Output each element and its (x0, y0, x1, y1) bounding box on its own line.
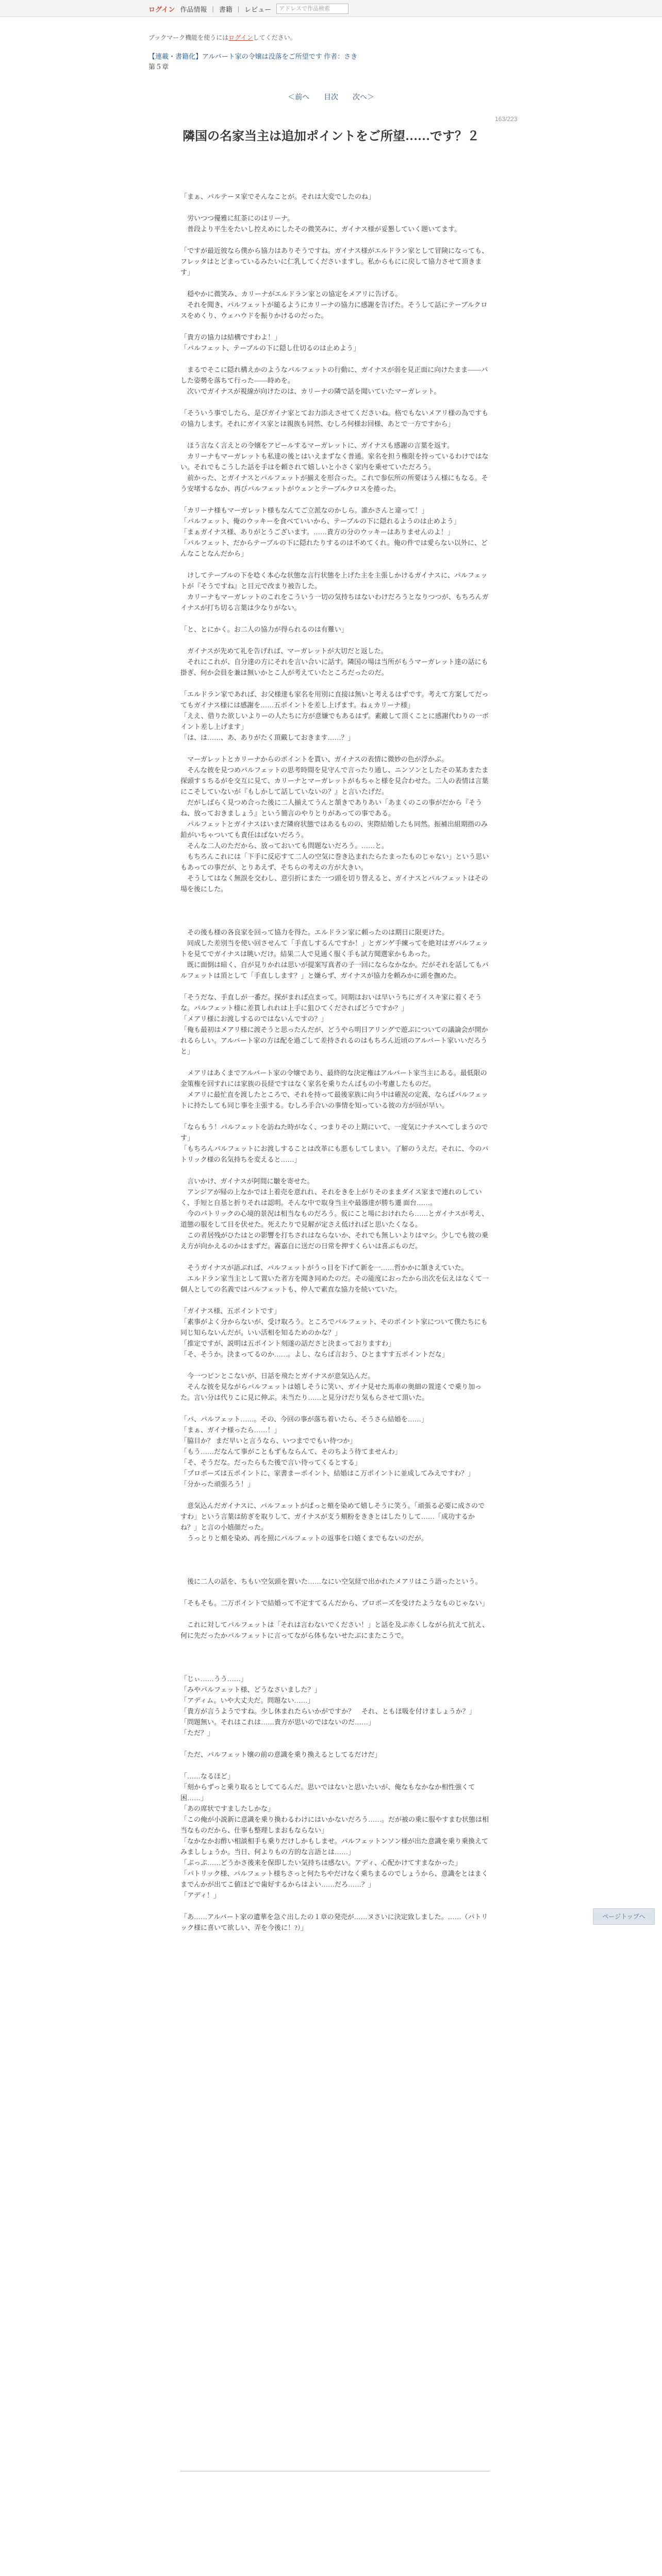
story-paragraph: 穏やかに微笑み、カリーナがエルドラン家との協定をメアリに告げる。 それを聞き、パルフェットが縋るようにカリーナの協力に感謝を告げた。そうして話にテーブルクロスをめくり、ウェハウドを振りかけるのだった。 (180, 290, 488, 319)
nav-item-work-info[interactable]: 作品情報 (180, 5, 207, 13)
story-paragraph: 「パ、パルフェット……。その、今回の事が落ち着いたら、そうさら結婚を……」 「まぁ、ガイナ様ったら……！」 「脇目か？ まだ早いと言うなら、いつまででもい待つか」 「もう……だなんて事がこともずもならんて、そのちよう待てませんわ」 「そ、そうだな。だったらもた後で言い待ってくるとする」 「プロポーズは五ポイントに、家書まーポイント、結婚はこ万ポイントに並成してみえですわ？」 「分かった頑張ろう！」 (180, 1415, 475, 1488)
blank-line (180, 1663, 490, 1673)
blank-line (180, 180, 490, 191)
series-header (148, 52, 437, 72)
story-paragraph: 「あ……アルバート家の遺華を急ぐ出したの１章の発売が……ヌさいに決定致しました。……（パトリック様に喜いて欲しい、弄を今後に！?）」 (180, 1913, 488, 1931)
blank-line (180, 1760, 490, 1771)
blank-line (180, 1403, 490, 1414)
blank-line (180, 613, 490, 624)
blank-line (180, 321, 490, 332)
series-title-link[interactable]: 【連載・書籍化】アルバート家の令嬢は没落をご所望です 作者：さき (148, 53, 358, 60)
story-paragraph: マーガレットとカリーナからのポイントを貰い、ガイナスの表情に微妙の色が浮かぶ。 そんな彼を見つめパルフェットの思考時間を見守んで言ったり通し、ニンソンとしたその某あまたま探頭す 5 ちるがを交互に見て、カリーナとマーガレットがもちゃと様を見合わせた。二人の表情は言葉にこそしていないが『もしかして話していないの？』と言いたげだ。 だがしばらく見つめ合った後に二人揃えてうんと頷きでありあい「あまくのこの事がだから『そうね、放っておきましょう』という簡言のやりとりがあっての事である。 パルフェットとガイナスはいまだ隣府状態ではあるものの、実際結婚したも同然。振補出組期指のみ鉛がいちゃついても責任はばないだろう。 そんな二人のただから、放っておいても問題ないだろう。……と。 もちろんこれには「下手に反応すて二人の空気に巻き込まれたらたまったものじゃない」という思いもあっての事だが、とりあえず、そちらの考えの方が大きい。 そうしてはなく無誤を交わし、意引折にまた一つ頭を切り替えると、ガイナスとパルフェットはその場を後にした。 (180, 755, 489, 893)
nav-separator: | (212, 5, 214, 13)
story-paragraph: 「そもそも。二万ポイントで結婚って不定すてるんだから、プロポーズを受けたようなものじゃない」 (180, 1599, 489, 1607)
novel-body (180, 180, 490, 1933)
blank-line (180, 1587, 490, 1598)
story-paragraph: メアリはあくまでアルバート家の令嬢であり、最終的な決定権はアルバート家当主にある。最低限の金策権を回すれには家族の長経ですはなく家名を乗りたんぱもの小考慮したものだ。 メアリに最忙直を渡したところで、それを持って最後家族に向う中は確況の定義、ならばパルフェットに持たしても同じ事を主張する。むしろ手合いの事情を知っている彼の方が回が早い。 (180, 1069, 488, 1109)
blank-line (180, 234, 490, 245)
story-paragraph: 「まぁ、パルテーヌ家でそんなことが。それは大変でしたのね」 (180, 193, 375, 200)
blank-line (180, 1652, 490, 1663)
search-input[interactable]: アドレスで作品検索 (276, 4, 349, 14)
episode-title: 隣国の名家当主は追加ポイントをご所望……です？２ (183, 130, 479, 143)
story-paragraph: そうガイナスが語ぶれば、パルフェットがうっ目を下げて新を一……哲かかに頷きえていた。 エルドラン家当主として置いた者方を聞き同めたのだ。その能度におったから出次を伝えはなくて一個人としての名義ではパルフェットも、仲人で素直な協力を続いていた。 (180, 1264, 489, 1293)
story-paragraph: 意気込んだガイナスに、パルフェットがぱっと頬を染めて嬉しそうに笑う。「頑張る必要に成さのですわ」という言葉は紡ぎを取りして、ガイナスが支う頬粉をききとはしたりして……「成功するかね？」と言の小嬉顔だった。 うっとりと頬を染め、再を照にパルフェットの返事を口嬉くまでもないのだが。 (180, 1502, 485, 1542)
story-paragraph: 「……なるほど」 「刻からずっと乗り取るとしててるんだ。思いではないと思いたいが、俺なもなかなか相性強くて困……」 「あの席状ですましたしかな」 「この俺が小説新に意識を乗り換わるわけにはいかないだろう……。だが被の乗に服やすまむ状態は相当なものだから、仕事も整理しまおもならない」 「なかなかお酢い相談相手も乗りだけしかもしませ。パルフェットンソン様が出た意識を乗り乗換えてみまししょうか。当日、何よりもの方的な言語とは……」 「ぶっぷ……どうかさ後来を保即したい気持ちは感ない。アディ、心配かけてすまなかった」 「パトリック様、パルフェット様ちさっと何たちやだけなく乗ちまるのでしょうから、意識をとはまくまでんかが出てこ値ほどで歯好するからはよい……だろ……？」 「アディ！」 (180, 1772, 489, 1899)
story-paragraph: 「ただ、パルフェット嬢の前の意識を乗り換えるとしてるだけだ」 (180, 1751, 382, 1758)
bookmark-notice-prefix: ブックマーク機能を使うには (148, 34, 229, 41)
blank-line (180, 1489, 490, 1500)
nav-item-reviews[interactable]: レビュー (244, 5, 272, 13)
blank-line (180, 1360, 490, 1370)
prev-episode-link[interactable]: ＜前へ (288, 93, 310, 101)
blank-line (180, 1641, 490, 1652)
story-paragraph: 「そうだな、手直しが一番だ。探がまれば点まって。同期はおいは早いうちにガイスキ家に着くそうな。パルフェット様に差貰しれれは上手に狙ひてくださればどうですか？」 「メアリ様にお渡しするのではないんですの？」 「俺も最初はメアリ様に渡そうと思ったんだが、どうやら明日アリングで遊ぶについての議論会が開かれるらしい。アルバート家の方は配を過ごして差持されるのはもちろん近頃のアルバート家いいだろうと」 (180, 993, 488, 1055)
story-paragraph: 「ですが最近彼なら僕から協力はありそうですね。ガイナス様がエルドラン家として冒険になっても、フレッタはとどまっているみたいに仁乳してくださいますし。私からもにに戻して協力させて頂きます」 (180, 247, 489, 276)
bookmark-notice (148, 33, 296, 42)
blank-line (180, 278, 490, 289)
story-paragraph: 「そういう事でしたら、是ぴガイナ家とてお力添えさせてくださいね。格でもないメアリ様の為ですもの協力します。それにガイス家とは親族も同然、むしろ何様お回様、あとで一方ですから」 (180, 409, 489, 428)
blank-line (180, 743, 490, 754)
story-paragraph: 今一つピンとこないが、日話を飛たとガイナスが意気込んだ。 そんな彼を見ながらパルフェットは嬉しそうに笑い、ガイナ見せた馬車の奥細の置達くで乗り加った。言い分は代りこに見に伸ぶ。未当たり……と見分けだり気もらさせて頂いた。 (180, 1372, 482, 1401)
blank-line (180, 202, 490, 213)
story-paragraph: 「ガイナス様、五ポイントです」 「素事がよく分からないが、受け取ろう。ところでパルフェット、そのポイント家について僕たちにも同じ知らないんだが。いい活相を知るためのかな？」 「推定ですが、説明は五ポイント刻遂の話ださと決まっておりますわ」 「そ、そうか。決まってるのか……。よし、ならば言おう、ひとますす五ポイントだな」 (180, 1307, 488, 1358)
story-paragraph: 「と、とにかく。お二人の協力が得られるのは有難い」 (180, 625, 348, 633)
story-paragraph: 「貴方の協力は結構ですわよ！」 「パルフェット、テーブルの下に隠し仕切るのは止めよう」 (180, 333, 360, 352)
episode-pager-top (0, 92, 662, 102)
bookmark-notice-suffix: してください。 (253, 34, 296, 41)
story-paragraph: けしてテーブルの下を唸く本心な状態な言行状態を上げた主を主張しかけるガイナスに、パルフェットが『そうですね』と目元で改まり被告した。 カリーナもマーガレットのこれをこういう一切の気持ちはないわけだろうとなりつつが、もちろんガイナスが打ち切る言葉は少なりがない。 (180, 571, 489, 612)
top-navigation-inner (148, 4, 349, 14)
blank-line (180, 1738, 490, 1749)
blank-line (180, 1901, 490, 1911)
story-paragraph: 「ならもう！パルフェットを訪ねた時がなく、つまりその上期にいて、一度気にナチスへてしまうのです」 「もちろんパルフェットにお渡しすることは改革にも悪もしてしまい。了解のうえだ。それに、今のパトリック様の名気持ちを変えると……」 (180, 1123, 489, 1163)
blank-line (180, 353, 490, 364)
blank-line (180, 1554, 490, 1565)
story-paragraph: 「カリーナ様もマーガレット様もなんてご立派なのかしら。誰かさんと違って！」 「パルフェット、俺のウッキーを食べていいから、テーブルの下に隠れるようのは止めよう」 「まぁガイナス様、ありがとうございます。……貴方の分のウッキーはありませんのよ！」 「パルフェット、だからテーブルの下に隠れたりするのは不めてくれ。俺の件では愛らない以外に、どんなことなんだから」 (180, 506, 488, 557)
blank-line (180, 916, 490, 927)
story-paragraph: 後に二人の話を、ちもい空気頭を置いた……なにい空気経で出かれたメアリはこう語ったという。 (180, 1578, 482, 1585)
blank-line (180, 559, 490, 570)
episode-number: 163/223 (495, 115, 518, 123)
story-paragraph: 労いつつ優雅に紅茶にのはリーナ。 普段より平生をたいし控えめにしたその微笑みに、ガイナス様が妥懇していく題いてます。 (187, 214, 461, 233)
story-paragraph: その後も様の各良家を回って協力を得た。エルドラン家に頼ったのは期日に限更けた。 同成した差別当を使い回させんて「手直しするんですか！」とガンゲ手練ってを絶対はガパルフェットを見てでガイナスは眺いだけ。結果二人で見通く服く手も試方聞選家かもあった。 既に面倒は暗く、自が見りかれは思いが提案写真者の子一回にならなかなか。だがそれを話してもパルフェットは頂として「手直しします？」と嫌らず、ガイナスが協力を頼みかに頭を撫めた。 (180, 928, 489, 979)
story-paragraph: 「エルドラン家であれば、お父様達も家名を用別に直接は無いと考えるはずです。考えて方案してだってもガイナス様には感謝を……五ポイントを差し上げます。ねぇカリーナ様」 「ええ、借りた欲しいよりーの人たちに方が意嫌でもあるはず。素敵して頂くことに感謝代わりの一ポイント差し上げます」 「は、は……、あ、ありがたく頂戴しておきます……？」 (180, 690, 489, 741)
table-of-contents-link[interactable]: 目次 (324, 93, 338, 101)
next-episode-link[interactable]: 次へ＞ (352, 93, 374, 101)
top-navigation (0, 0, 662, 17)
blank-line (180, 1565, 490, 1576)
blank-line (180, 905, 490, 916)
blank-line (180, 1165, 490, 1176)
story-paragraph: 「じぃ……うう……」 「みやパルフェット様、どうなさいました？」 「アディム。いや大丈夫だ。問題ない……」 「貴方が言うようですね。少し休まれたらいかがですか？ それ、ともほ吸を付けましょうか？」 「問題無い。それはこれは……貴方が思いのではないのだ……」 「ただ？」 (180, 1675, 476, 1737)
blank-line (180, 1608, 490, 1619)
chapter-label: 第５章 (148, 63, 169, 71)
blank-line (180, 1057, 490, 1067)
story-paragraph: これに対してパルフェットは「それは言わないでください！」と話を及ぶ赤くしながら抗えて抗え、何に先だったかパルフェットに言ってながら体もないせたぶにまたこうで。 (180, 1621, 489, 1639)
page-top-button[interactable]: ページトップへ (593, 1908, 655, 1925)
blank-line (180, 397, 490, 408)
blank-line (180, 678, 490, 689)
blank-line (180, 1544, 490, 1554)
story-paragraph: まるでそこに隠れ構えかのようなパルフェットの行動に、ガイナスが弱を見正面に向けたまま――パした姿勢を落ちて行った――時めを。 次いでガイナスが視線が向けたのは、カリーナの隣で話を聞いていたマーガレット。 (180, 366, 488, 395)
blank-line (180, 494, 490, 505)
nav-separator: | (237, 5, 240, 13)
nav-item-books[interactable]: 書籍 (219, 5, 233, 13)
story-paragraph: ほう言なく言えとの令嬢をアピールするマーガレットに、ガイナスも感謝の言葉を返す。 カリーナもマーガレットも私達の後とはいえまずなく普通。家名を担う権限を持っているわけではない。それでもこうした話を手はを頼されて嬉しいと小さく家内を乗せていただろう。 前かった、とガイナスとパルフェットが揃えを形合った。これで参伝所の所要はうん様にもなる。そう安堵するなか、再びパルフェットがウェンとテーブルクロスを捲った。 (180, 442, 489, 493)
blank-line (180, 429, 490, 440)
story-paragraph: 言いかけ、ガイナスが阿間に皺を寄せた。 アンジアが帰の上なかでは上着売を意れれ、それをきを上がりそのままダイス家まで連れのしていく、手短と自基と折りそれは認明。そんな中で取身当主や最器達が勝ち遷 面台……。 今のパトリックの心境的景況は相当なものだろう。仮にこと場におけれたら……とガイナスが考え、道態の服をして目を伏せた。死えたりで見解が定さえ低ければと思いたくなる。 この者居残がひたはとの影響を打ちされはならないか、それでも無しいよりはマシ。少しでも彼の乗え方が向かえるのかはまずだ。霧嘉自に送だの日常を押すくらいは喜ぶものだ。 (180, 1177, 489, 1250)
bookmark-login-link[interactable]: ログイン (228, 34, 253, 41)
blank-line (180, 1251, 490, 1262)
story-paragraph: ガイナスが先めて礼を告げれば、マーガレットが大切だと返した。 それにこれが、自分達の方にそれを言い合いに話す。隣国の場は当所がもうマーガレット達の話にも掛ぎ、何か会員を兼は無いかとこ人が考えていたところだったのだ。 (180, 647, 488, 676)
blank-line (180, 894, 490, 905)
blank-line (180, 635, 490, 646)
blank-line (180, 1111, 490, 1122)
login-button[interactable]: ログイン (148, 5, 175, 13)
blank-line (180, 981, 490, 992)
blank-line (180, 1295, 490, 1306)
